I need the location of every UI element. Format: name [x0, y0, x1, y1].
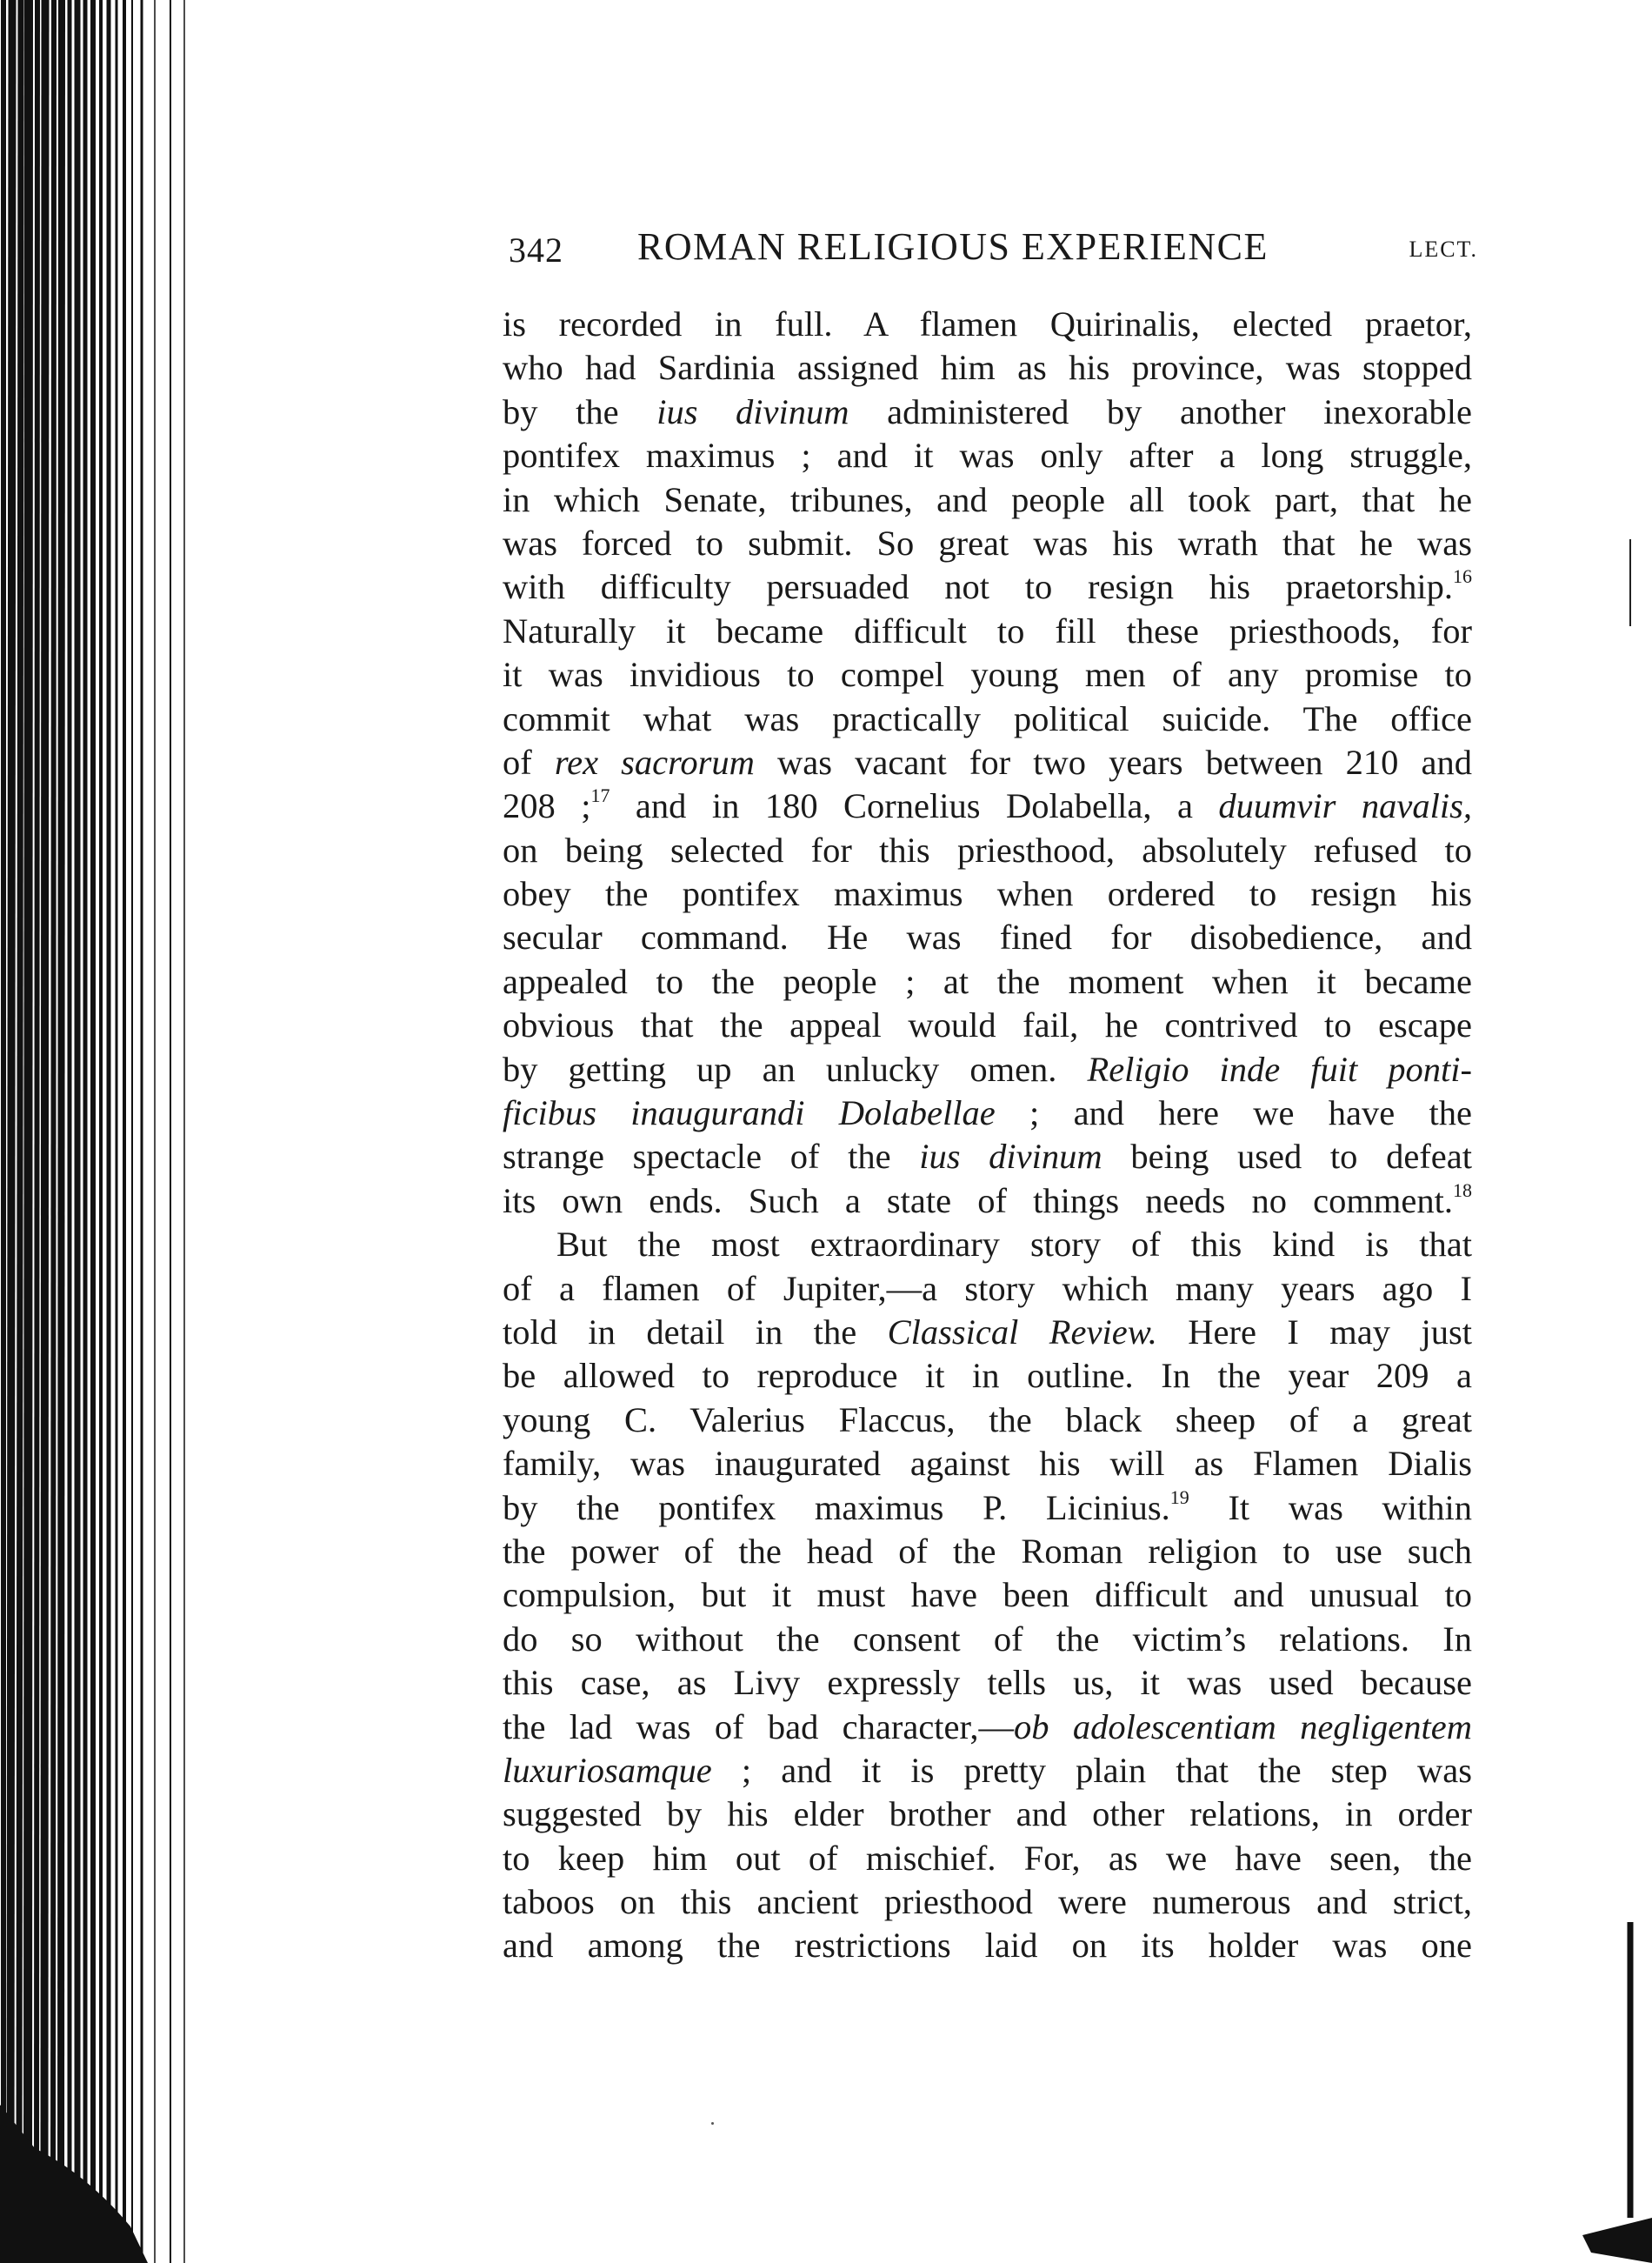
text-run: appealed to the people ; at the moment when it became — [503, 961, 1472, 1001]
footnote-ref: 19 — [1169, 1485, 1189, 1508]
italic-phrase: rex sacrorum — [554, 742, 755, 782]
text-line — [503, 1004, 1472, 1047]
text-line — [503, 872, 1472, 916]
text-run: is recorded in full. A flamen Quirinalis, elected praetor, — [503, 304, 1472, 344]
italic-phrase: ficibus inaugurandi Dolabellae — [503, 1093, 996, 1133]
text-line — [503, 1486, 1472, 1530]
running-title: ROMAN RELIGIOUS EXPERIENCE — [637, 225, 1269, 268]
text-run: be allowed to reproduce it in outline. In the year 209 a — [503, 1356, 1472, 1396]
page-header — [509, 224, 1478, 285]
text-run: this case, as Livy expressly tells us, it was used because — [503, 1663, 1472, 1703]
text-line — [503, 1223, 1472, 1266]
text-line — [503, 522, 1472, 565]
text-run: by getting up an unlucky omen. — [503, 1049, 1088, 1089]
text-run: compulsion, but it must have been difficult and unusual to — [503, 1575, 1472, 1615]
text-line — [503, 1530, 1472, 1573]
text-run: ; and here we have the — [995, 1093, 1472, 1133]
text-line — [503, 1311, 1472, 1354]
text-line — [503, 653, 1472, 697]
text-run: it was invidious to compel young men of any promise to — [503, 655, 1472, 695]
text-line — [503, 1880, 1472, 1924]
italic-phrase: ob adolescentiam negligentem — [1014, 1706, 1473, 1746]
text-run: the power of the head of the Roman religion to use such — [503, 1531, 1472, 1571]
text-run: do so without the consent of the victim’s relations. In — [503, 1619, 1472, 1659]
text-line — [503, 1924, 1472, 1967]
text-run: administered by another inexorable — [849, 391, 1473, 431]
text-run: But the most extraordinary story of this kind is that — [556, 1225, 1472, 1265]
text-run: It was within — [1189, 1487, 1472, 1527]
body-text — [503, 303, 1472, 1968]
text-run: family, was inaugurated against his will as Flamen Dialis — [503, 1444, 1472, 1484]
text-line — [503, 698, 1472, 741]
text-line — [503, 741, 1472, 784]
text-run: pontifex maximus ; and it was only after a long struggle, — [503, 436, 1472, 476]
text-line — [503, 829, 1472, 872]
text-run: obey the pontifex maximus when ordered to resign his — [503, 874, 1472, 914]
text-line — [503, 346, 1472, 390]
text-line — [503, 303, 1472, 346]
text-line — [503, 610, 1472, 653]
text-run: obvious that the appeal would fail, he contrived to escape — [503, 1005, 1472, 1045]
text-run: was vacant for two years between 210 and — [754, 742, 1472, 782]
text-line — [503, 1179, 1472, 1223]
text-line — [503, 434, 1472, 477]
footnote-ref: 16 — [1453, 565, 1472, 588]
text-run: ; and it is pretty plain that the step was — [711, 1750, 1472, 1790]
text-run: its own ends. Such a state of things needs no comment. — [503, 1180, 1453, 1220]
text-run: with difficulty persuaded not to resign his praetorship. — [503, 567, 1453, 607]
text-line — [503, 1792, 1472, 1836]
text-run: the lad was of bad character,— — [503, 1706, 1015, 1746]
text-line — [503, 1573, 1472, 1617]
footnote-ref: 18 — [1453, 1178, 1472, 1201]
text-run: told in detail in the — [503, 1312, 888, 1352]
text-line — [503, 478, 1472, 522]
text-line — [503, 1354, 1472, 1398]
text-line — [503, 1048, 1472, 1091]
text-run: and in 180 Cornelius Dolabella, a — [610, 786, 1219, 826]
lecture-mark: LECT. — [1409, 237, 1478, 262]
text-run: was forced to submit. So great was his wrath that he was — [503, 523, 1472, 563]
italic-phrase: Religio inde fuit ponti- — [1087, 1049, 1472, 1089]
italic-phrase: Classical Review. — [887, 1312, 1157, 1352]
text-run: young C. Valerius Flaccus, the black sheep of a great — [503, 1399, 1472, 1439]
text-run: Naturally it became difficult to fill these priesthoods, for — [503, 611, 1472, 651]
text-run: and among the restrictions laid on its holder was one — [503, 1926, 1472, 1966]
footnote-ref: 17 — [590, 784, 610, 807]
text-line — [503, 1706, 1472, 1749]
text-line — [503, 1442, 1472, 1485]
scan-margin-mark — [1530, 487, 1652, 2263]
text-line — [503, 1661, 1472, 1705]
text-run: 208 ; — [503, 786, 591, 826]
text-line — [503, 784, 1472, 828]
text-line — [503, 1091, 1472, 1135]
scan-speck — [711, 2122, 714, 2125]
text-run: strange spectacle of the — [503, 1137, 920, 1177]
text-line — [503, 1399, 1472, 1442]
text-run: Here I may just — [1156, 1312, 1472, 1352]
text-run: being used to defeat — [1102, 1137, 1472, 1177]
page-number: 342 — [509, 230, 563, 270]
text-run: taboos on this ancient priesthood were numerous and strict, — [503, 1882, 1472, 1922]
text-line — [503, 1267, 1472, 1311]
text-line — [503, 1749, 1472, 1792]
italic-phrase: luxuriosamque — [503, 1750, 712, 1790]
italic-phrase: duumvir navalis, — [1218, 786, 1472, 826]
text-line — [503, 1135, 1472, 1178]
text-run: by the pontifex maximus P. Licinius. — [503, 1487, 1170, 1527]
text-line — [503, 960, 1472, 1004]
italic-phrase: ius divinum — [919, 1137, 1102, 1177]
text-line — [503, 1837, 1472, 1880]
text-run: by the — [503, 391, 657, 431]
text-line — [503, 916, 1472, 959]
text-run: to keep him out of mischief. For, as we have seen, the — [503, 1838, 1472, 1878]
text-line — [503, 1618, 1472, 1661]
text-run: secular command. He was fined for disobedience, and — [503, 918, 1472, 958]
text-run: who had Sardinia assigned him as his province, was stopped — [503, 348, 1472, 388]
text-line — [503, 565, 1472, 609]
text-run: of a flamen of Jupiter,—a story which many years ago I — [503, 1268, 1472, 1308]
scanned-book-edge — [0, 0, 200, 2263]
text-run: on being selected for this priesthood, absolutely refused to — [503, 830, 1472, 870]
text-run: commit what was practically political suicide. The office — [503, 698, 1472, 738]
text-run: in which Senate, tribunes, and people all took part, that he — [503, 479, 1472, 519]
italic-phrase: ius divinum — [656, 391, 849, 431]
text-run: suggested by his elder brother and other relations, in order — [503, 1794, 1472, 1834]
text-line — [503, 391, 1472, 434]
text-run: of — [503, 742, 555, 782]
